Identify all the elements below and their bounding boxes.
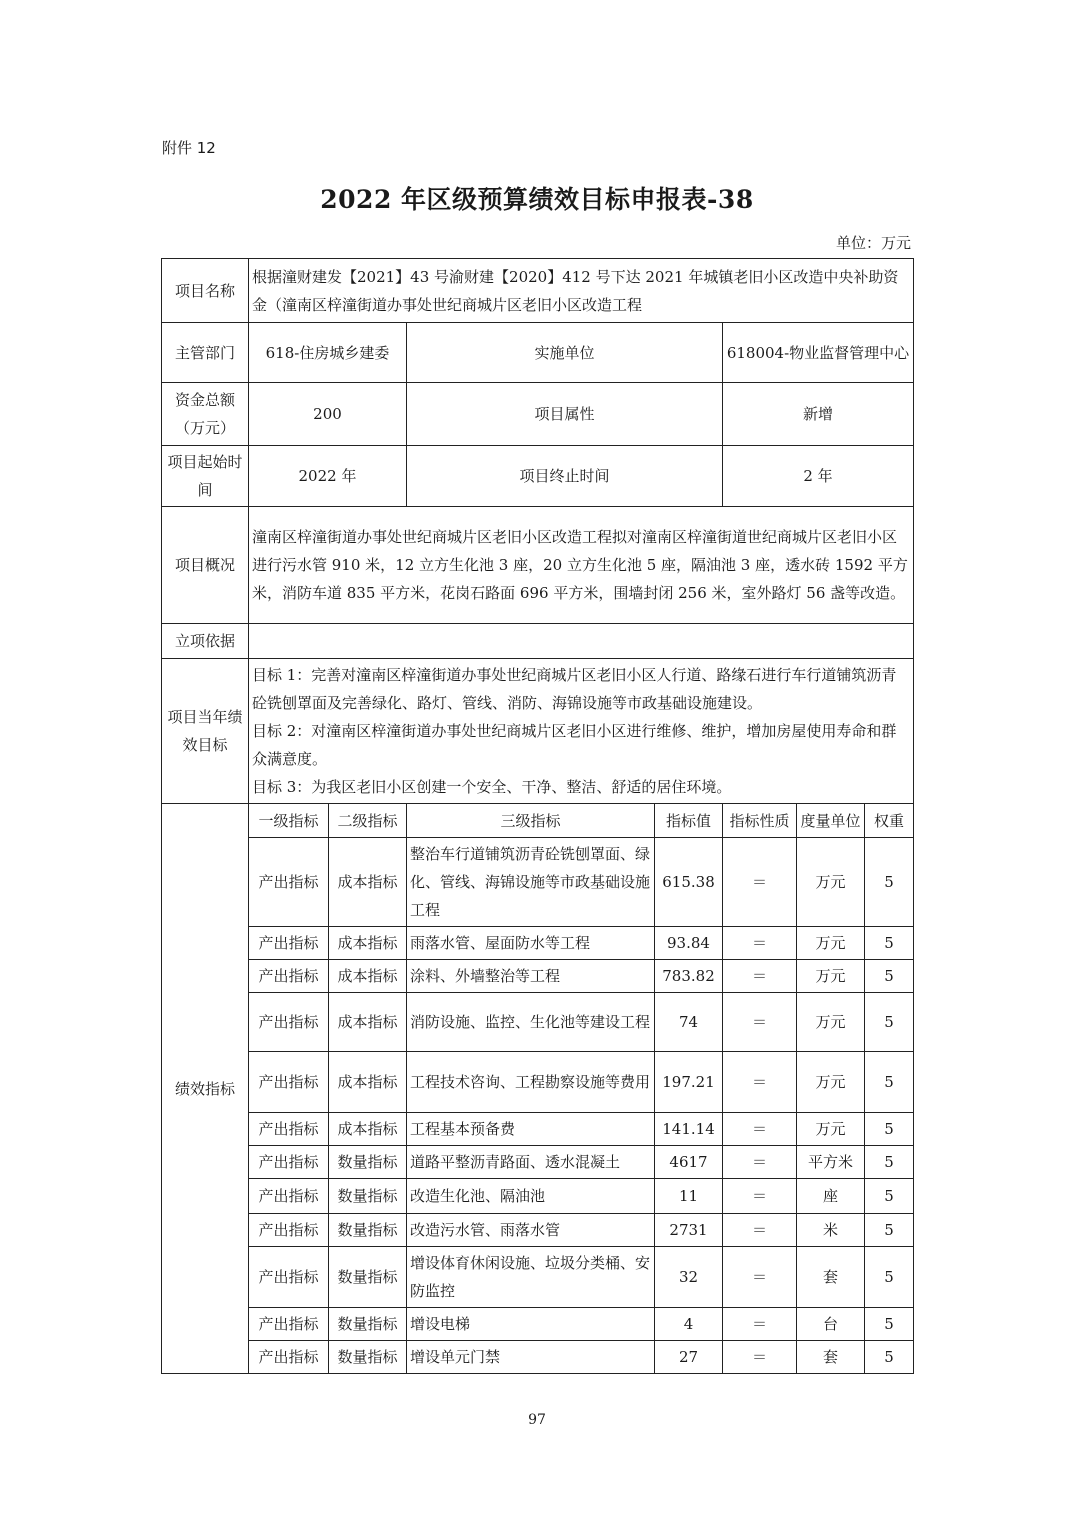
cell-nature: ＝: [723, 1146, 797, 1179]
indicator-row: [162, 1113, 914, 1146]
cell-weight: 5: [865, 1052, 914, 1113]
cell-level3: 工程技术咨询、工程勘察设施等费用: [407, 1052, 655, 1113]
project-name-value: 根据潼财建发【2021】43 号渝财建【2020】412 号下达 2021 年城镇老旧小区改造中央补助资金（潼南区梓潼街道办事处世纪商城片区老旧小区改造工程: [249, 259, 914, 323]
cell-level1: 产出指标: [249, 1341, 329, 1374]
cell-level2: 成本指标: [329, 927, 407, 960]
cell-nature: ＝: [723, 1113, 797, 1146]
end-time-value: 2 年: [723, 446, 914, 507]
cell-level1: 产出指标: [249, 960, 329, 993]
header-weight: 权重: [865, 804, 914, 838]
cell-level1: 产出指标: [249, 993, 329, 1052]
unit-label: 单位：万元: [835, 234, 911, 252]
cell-level2: 成本指标: [329, 1052, 407, 1113]
cell-level2: 成本指标: [329, 993, 407, 1052]
cell-level3: 增设单元门禁: [407, 1341, 655, 1374]
cell-level3: 增设体育休闲设施、垃圾分类桶、安防监控: [407, 1247, 655, 1308]
cell-value: 197.21: [655, 1052, 723, 1113]
cell-level1: 产出指标: [249, 1308, 329, 1341]
cell-level1: 产出指标: [249, 1052, 329, 1113]
dept-label: 主管部门: [162, 323, 249, 383]
dept-value: 618-住房城乡建委: [249, 323, 407, 383]
cell-level3: 改造污水管、雨落水管: [407, 1214, 655, 1247]
cell-nature: ＝: [723, 1214, 797, 1247]
cell-level3: 改造生化池、隔油池: [407, 1179, 655, 1214]
cell-level2: 成本指标: [329, 1113, 407, 1146]
impl-unit-value: 618004-物业监督管理中心: [723, 323, 914, 383]
cell-weight: 5: [865, 927, 914, 960]
cell-weight: 5: [865, 1247, 914, 1308]
cell-weight: 5: [865, 1308, 914, 1341]
indicators-section-label: 绩效指标: [162, 804, 249, 1374]
annual-goal-value: [249, 659, 914, 804]
header-level2: 二级指标: [329, 804, 407, 838]
cell-value: 74: [655, 993, 723, 1052]
annual-goal-label: 项目当年绩效目标: [162, 659, 249, 804]
header-level3: 三级指标: [407, 804, 655, 838]
cell-unit: 台: [797, 1308, 865, 1341]
attachment-label: 附件 12: [162, 139, 216, 157]
indicator-row: [162, 1052, 914, 1113]
performance-target-table: [161, 258, 914, 1374]
cell-weight: 5: [865, 1146, 914, 1179]
cell-level2: 成本指标: [329, 838, 407, 927]
cell-level2: 数量指标: [329, 1247, 407, 1308]
cell-weight: 5: [865, 838, 914, 927]
indicator-row: [162, 927, 914, 960]
cell-nature: ＝: [723, 1052, 797, 1113]
header-value: 指标值: [655, 804, 723, 838]
cell-nature: ＝: [723, 960, 797, 993]
cell-level1: 产出指标: [249, 1113, 329, 1146]
cell-weight: 5: [865, 1179, 914, 1214]
cell-unit: 万元: [797, 838, 865, 927]
header-nature: 指标性质: [723, 804, 797, 838]
cell-nature: ＝: [723, 927, 797, 960]
fund-total-label: 资金总额（万元）: [162, 383, 249, 446]
cell-value: 4: [655, 1308, 723, 1341]
indicator-row: [162, 1146, 914, 1179]
indicator-row: [162, 993, 914, 1052]
cell-unit: 万元: [797, 1113, 865, 1146]
cell-unit: 套: [797, 1341, 865, 1374]
cell-weight: 5: [865, 1341, 914, 1374]
cell-level1: 产出指标: [249, 1179, 329, 1214]
cell-level2: 数量指标: [329, 1214, 407, 1247]
indicator-row: [162, 1179, 914, 1214]
cell-weight: 5: [865, 960, 914, 993]
cell-value: 27: [655, 1341, 723, 1374]
cell-level2: 数量指标: [329, 1179, 407, 1214]
cell-value: 32: [655, 1247, 723, 1308]
header-level1: 一级指标: [249, 804, 329, 838]
cell-unit: 万元: [797, 993, 865, 1052]
indicator-row: [162, 1247, 914, 1308]
cell-weight: 5: [865, 1214, 914, 1247]
cell-unit: 座: [797, 1179, 865, 1214]
cell-weight: 5: [865, 1113, 914, 1146]
cell-nature: ＝: [723, 1247, 797, 1308]
cell-nature: ＝: [723, 1308, 797, 1341]
cell-value: 93.84: [655, 927, 723, 960]
cell-value: 783.82: [655, 960, 723, 993]
cell-level1: 产出指标: [249, 1214, 329, 1247]
cell-level2: 成本指标: [329, 960, 407, 993]
cell-nature: ＝: [723, 993, 797, 1052]
cell-level1: 产出指标: [249, 1247, 329, 1308]
goal-2: 目标 2：对潼南区梓潼街道办事处世纪商城片区老旧小区进行维修、维护，增加房屋使用寿命和群众满意度。: [252, 722, 897, 768]
cell-unit: 套: [797, 1247, 865, 1308]
cell-value: 615.38: [655, 838, 723, 927]
cell-value: 4617: [655, 1146, 723, 1179]
cell-level2: 数量指标: [329, 1146, 407, 1179]
cell-unit: 万元: [797, 927, 865, 960]
start-time-label: 项目起始时间: [162, 446, 249, 507]
cell-nature: ＝: [723, 1179, 797, 1214]
cell-level2: 数量指标: [329, 1308, 407, 1341]
cell-unit: 平方米: [797, 1146, 865, 1179]
indicator-row: [162, 838, 914, 927]
cell-unit: 万元: [797, 960, 865, 993]
cell-level3: 雨落水管、屋面防水等工程: [407, 927, 655, 960]
project-name-label: 项目名称: [162, 259, 249, 323]
cell-level3: 工程基本预备费: [407, 1113, 655, 1146]
cell-value: 2731: [655, 1214, 723, 1247]
fund-total-value: 200: [249, 383, 407, 446]
indicator-row: [162, 1308, 914, 1341]
cell-nature: ＝: [723, 838, 797, 927]
indicator-row: [162, 960, 914, 993]
start-time-value: 2022 年: [249, 446, 407, 507]
cell-level1: 产出指标: [249, 838, 329, 927]
cell-unit: 米: [797, 1214, 865, 1247]
cell-level3: 涂料、外墙整治等工程: [407, 960, 655, 993]
basis-value: [249, 624, 914, 659]
page-number: 97: [528, 1412, 546, 1428]
cell-level3: 道路平整沥青路面、透水混凝土: [407, 1146, 655, 1179]
cell-level2: 数量指标: [329, 1341, 407, 1374]
overview-label: 项目概况: [162, 507, 249, 624]
cell-value: 11: [655, 1179, 723, 1214]
indicator-row: [162, 1214, 914, 1247]
project-attr-value: 新增: [723, 383, 914, 446]
goal-1: 目标 1：完善对潼南区梓潼街道办事处世纪商城片区老旧小区人行道、路缘石进行车行道铺筑沥青砼铣刨罩面及完善绿化、路灯、管线、消防、海锦设施等市政基础设施建设。: [252, 666, 897, 712]
cell-value: 141.14: [655, 1113, 723, 1146]
cell-level3: 消防设施、监控、生化池等建设工程: [407, 993, 655, 1052]
cell-level3: 增设电梯: [407, 1308, 655, 1341]
impl-unit-label: 实施单位: [407, 323, 723, 383]
overview-value: 潼南区梓潼街道办事处世纪商城片区老旧小区改造工程拟对潼南区梓潼街道世纪商城片区老旧小区进行污水管 910 米，12 立方生化池 3 座，20 立方生化池 5 座，隔油池 3 座，透水砖 1592 平方米，消防车道 835 平方米，花岗石路面 696 平方米，围墙封闭 256 米，室外路灯 56 盏等改造。: [249, 507, 914, 624]
page-title: 2022 年区级预算绩效目标申报表-38: [320, 185, 754, 214]
basis-label: 立项依据: [162, 624, 249, 659]
end-time-label: 项目终止时间: [407, 446, 723, 507]
cell-level1: 产出指标: [249, 927, 329, 960]
cell-level1: 产出指标: [249, 1146, 329, 1179]
header-unit: 度量单位: [797, 804, 865, 838]
cell-unit: 万元: [797, 1052, 865, 1113]
indicator-row: [162, 1341, 914, 1374]
cell-level3: 整治车行道铺筑沥青砼铣刨罩面、绿化、管线、海锦设施等市政基础设施工程: [407, 838, 655, 927]
goal-3: 目标 3：为我区老旧小区创建一个安全、干净、整洁、舒适的居住环境。: [252, 778, 732, 796]
cell-weight: 5: [865, 993, 914, 1052]
cell-nature: ＝: [723, 1341, 797, 1374]
project-attr-label: 项目属性: [407, 383, 723, 446]
